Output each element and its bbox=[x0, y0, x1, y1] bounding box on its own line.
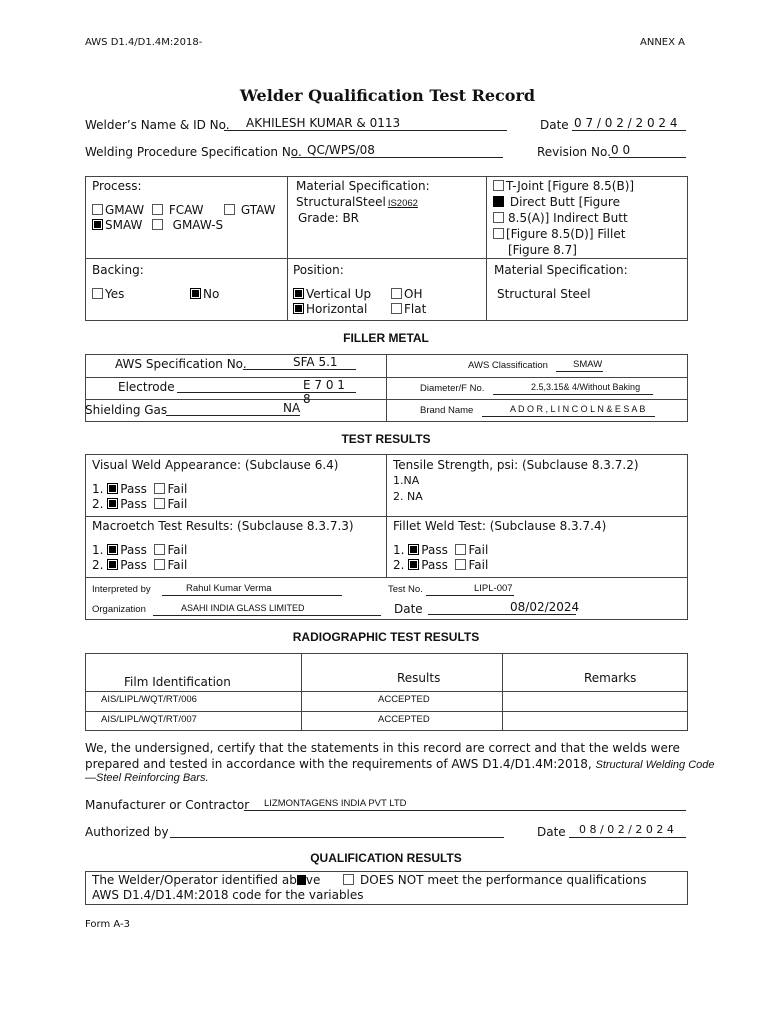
checkbox-checked[interactable] bbox=[92, 219, 103, 230]
authorized-label: Authorized by bbox=[85, 825, 169, 839]
welder-date-value: 0 7 / 0 2 / 2 0 2 4 bbox=[574, 116, 678, 130]
col-remarks: Remarks bbox=[584, 671, 637, 685]
checkbox[interactable] bbox=[455, 559, 466, 570]
certify-line-2: prepared and tested in accordance with the requirements of AWS D1.4/D1.4M:2018, Structural Welding Code bbox=[85, 757, 715, 771]
diameter-field[interactable] bbox=[493, 382, 653, 395]
welder-name-field[interactable] bbox=[224, 116, 507, 131]
brand-field[interactable] bbox=[482, 404, 655, 417]
checkbox[interactable] bbox=[493, 228, 504, 239]
shielding-gas-value: NA bbox=[283, 401, 301, 415]
joint-indirect-checkbox[interactable] bbox=[493, 211, 506, 225]
checkbox[interactable] bbox=[152, 204, 163, 215]
divider bbox=[85, 258, 688, 259]
checkbox[interactable] bbox=[493, 212, 504, 223]
joint-fillet[interactable]: [Figure 8.5(D)] Fillet bbox=[493, 227, 625, 241]
table-row-film: AIS/LIPL/WQT/RT/006 bbox=[101, 694, 197, 705]
col-results: Results bbox=[397, 671, 441, 685]
joint-direct-butt[interactable]: Direct Butt [Figure bbox=[493, 195, 620, 209]
aws-class-field[interactable] bbox=[556, 359, 603, 372]
qualification-heading: QUALIFICATION RESULTS bbox=[310, 851, 462, 865]
authorized-date-label: Date bbox=[537, 825, 566, 839]
position-oh[interactable]: OH bbox=[391, 287, 422, 301]
test-no-value: LIPL-007 bbox=[474, 583, 513, 594]
checkbox-checked[interactable] bbox=[107, 544, 118, 555]
joint-fillet-cont: [Figure 8.7] bbox=[508, 243, 577, 257]
checkbox-checked[interactable] bbox=[107, 483, 118, 494]
table-row-result: ACCEPTED bbox=[378, 714, 430, 725]
wps-label: Welding Procedure Specification No. bbox=[85, 145, 302, 159]
divider bbox=[301, 653, 302, 731]
aws-class-value: SMAW bbox=[573, 359, 603, 370]
certify-line-1: We, the undersigned, certify that the statements in this record are correct and that the welds were bbox=[85, 741, 680, 755]
fillet-result-2[interactable]: 2. Pass Fail bbox=[393, 558, 489, 572]
checkbox-checked[interactable] bbox=[107, 498, 118, 509]
fillet-weld-label: Fillet Weld Test: (Subclause 8.3.7.4) bbox=[393, 519, 607, 533]
page-title: Welder Qualification Test Record bbox=[239, 86, 536, 105]
qualification-line-2: AWS D1.4/D1.4M:2018 code for the variables bbox=[92, 888, 364, 902]
aws-spec-field[interactable] bbox=[243, 355, 356, 370]
divider bbox=[502, 653, 503, 731]
material2-value: Structural Steel bbox=[497, 287, 591, 301]
checkbox[interactable] bbox=[152, 219, 163, 230]
checkbox-checked[interactable] bbox=[107, 559, 118, 570]
visual-result-2[interactable]: 2. Pass Fail bbox=[92, 497, 188, 511]
process-smaw[interactable]: SMAW bbox=[92, 218, 142, 232]
col-film-identification: Film Identification bbox=[124, 675, 231, 689]
backing-no[interactable]: No bbox=[190, 287, 219, 301]
position-flat[interactable]: Flat bbox=[391, 302, 426, 316]
checkbox[interactable] bbox=[455, 544, 466, 555]
test-date-value: 08/02/2024 bbox=[510, 600, 580, 614]
authorized-field[interactable] bbox=[170, 823, 504, 838]
test-no-field[interactable] bbox=[426, 583, 514, 596]
process-fcaw[interactable]: FCAW bbox=[152, 203, 204, 217]
checkbox[interactable] bbox=[343, 874, 354, 885]
revision-label: Revision No. bbox=[537, 145, 611, 159]
organization-label: Organization bbox=[92, 604, 146, 615]
brand-value: A D O R , L I N C O L N & E S A B bbox=[510, 404, 646, 414]
organization-field[interactable] bbox=[153, 603, 381, 616]
brand-label: Brand Name bbox=[420, 405, 474, 416]
interpreted-value: Rahul Kumar Verma bbox=[186, 583, 272, 594]
checkbox[interactable] bbox=[391, 303, 402, 314]
tensile-label: Tensile Strength, psi: (Subclause 8.3.7.2) bbox=[393, 458, 639, 472]
checkbox[interactable] bbox=[154, 559, 165, 570]
header-left: AWS D1.4/D1.4M:2018- bbox=[85, 37, 203, 48]
visual-result-1[interactable]: 1. Pass Fail bbox=[92, 482, 188, 496]
diameter-value: 2.5,3.15& 4/Without Baking bbox=[531, 382, 641, 392]
test-date-label: Date bbox=[394, 602, 423, 616]
welder-date-field[interactable] bbox=[572, 116, 686, 131]
divider bbox=[486, 176, 487, 321]
divider bbox=[386, 354, 387, 422]
aws-class-label: AWS Classification bbox=[468, 360, 548, 371]
fillet-result-1[interactable]: 1. Pass Fail bbox=[393, 543, 489, 557]
divider bbox=[85, 577, 688, 578]
material-grade: Grade: BR bbox=[298, 211, 360, 225]
position-horizontal[interactable]: Horizontal bbox=[293, 302, 367, 316]
checkbox[interactable] bbox=[154, 544, 165, 555]
test-no-label: Test No. bbox=[388, 584, 423, 595]
macroetch-result-1[interactable]: 1. Pass Fail bbox=[92, 543, 188, 557]
material-value: StructuralSteel IS2062 bbox=[296, 195, 418, 209]
divider bbox=[287, 176, 288, 321]
divider bbox=[85, 691, 688, 692]
position-label: Position: bbox=[293, 263, 344, 277]
visual-label: Visual Weld Appearance: (Subclause 6.4) bbox=[92, 458, 339, 472]
table-row-result: ACCEPTED bbox=[378, 694, 430, 705]
checkbox[interactable] bbox=[92, 288, 103, 299]
interpreted-field[interactable] bbox=[162, 583, 342, 596]
joint-direct-butt-cont: 8.5(A)] Indirect Butt bbox=[508, 211, 628, 225]
wps-field[interactable] bbox=[291, 143, 503, 158]
test-date-field[interactable] bbox=[428, 600, 580, 615]
macroetch-label: Macroetch Test Results: (Subclause 8.3.7.3) bbox=[92, 519, 354, 533]
checkbox-checked[interactable] bbox=[493, 196, 504, 207]
electrode-field[interactable] bbox=[177, 378, 356, 406]
checkbox[interactable] bbox=[391, 288, 402, 299]
checkbox-checked[interactable] bbox=[297, 875, 306, 885]
material-label: Material Specification: bbox=[296, 179, 430, 193]
material2-label: Material Specification: bbox=[494, 263, 628, 277]
position-vertical[interactable]: Vertical Up bbox=[293, 287, 371, 301]
authorized-date-value: 0 8 / 0 2 / 2 0 2 4 bbox=[579, 823, 674, 836]
divider bbox=[386, 454, 387, 577]
process-gtaw[interactable]: GTAW bbox=[224, 203, 276, 217]
certify-line-3: —Steel Reinforcing Bars. bbox=[85, 772, 209, 784]
shielding-gas-field[interactable] bbox=[166, 401, 300, 416]
test-results-heading: TEST RESULTS bbox=[341, 432, 431, 446]
joint-tjoint[interactable]: T-Joint [Figure 8.5(B)] bbox=[493, 179, 634, 193]
tensile-value-1: 1.NA bbox=[393, 474, 420, 487]
process-label: Process: bbox=[92, 179, 142, 193]
checkbox[interactable] bbox=[154, 498, 165, 509]
process-gmaws[interactable]: GMAW-S bbox=[152, 218, 223, 232]
process-gmaw[interactable]: GMAW bbox=[92, 203, 144, 217]
welder-name-value: AKHILESH KUMAR & 0113 bbox=[246, 116, 401, 130]
checkbox[interactable] bbox=[154, 483, 165, 494]
manufacturer-field[interactable] bbox=[244, 798, 686, 811]
qualification-line-1: The Welder/Operator identified ab ve DOES NOT meet the performance qualifications bbox=[92, 873, 647, 887]
interpreted-label: Interpreted by bbox=[92, 584, 151, 595]
revision-value: 0 0 bbox=[611, 143, 631, 157]
divider bbox=[85, 711, 688, 712]
revision-field[interactable] bbox=[609, 143, 686, 158]
organization-value: ASAHI INDIA GLASS LIMITED bbox=[181, 603, 305, 613]
header-right: ANNEX A bbox=[640, 37, 685, 48]
table-row-film: AIS/LIPL/WQT/RT/007 bbox=[101, 714, 197, 725]
shielding-gas-label: Shielding Gas bbox=[85, 403, 168, 417]
checkbox[interactable] bbox=[92, 204, 103, 215]
filler-heading: FILLER METAL bbox=[343, 331, 429, 345]
authorized-date-field[interactable] bbox=[569, 823, 686, 838]
checkbox[interactable] bbox=[224, 204, 235, 215]
electrode-label: Electrode bbox=[118, 380, 175, 394]
tensile-value-2: 2. NA bbox=[393, 490, 423, 503]
manufacturer-label: Manufacturer or Contractor bbox=[85, 798, 250, 812]
checkbox-checked[interactable] bbox=[408, 544, 419, 555]
backing-yes[interactable]: Yes bbox=[92, 287, 124, 301]
checkbox-checked[interactable] bbox=[293, 303, 304, 314]
electrode-value: E 7 0 1 8 bbox=[303, 378, 345, 406]
checkbox[interactable] bbox=[493, 180, 504, 191]
diameter-label: Diameter/F No. bbox=[420, 383, 485, 394]
form-number: Form A-3 bbox=[85, 919, 130, 930]
macroetch-result-2[interactable]: 2. Pass Fail bbox=[92, 558, 188, 572]
checkbox-checked[interactable] bbox=[293, 288, 304, 299]
checkbox-checked[interactable] bbox=[408, 559, 419, 570]
checkbox-checked[interactable] bbox=[190, 288, 201, 299]
aws-spec-label: AWS Specification No. bbox=[115, 357, 247, 371]
aws-spec-value: SFA 5.1 bbox=[293, 355, 338, 369]
welder-name-label: Welder’s Name & ID No. bbox=[85, 118, 230, 132]
backing-label: Backing: bbox=[92, 263, 144, 277]
welder-date-label: Date bbox=[540, 118, 569, 132]
wps-value: QC/WPS/08 bbox=[307, 143, 375, 157]
manufacturer-value: LIZMONTAGENS INDIA PVT LTD bbox=[264, 798, 407, 809]
radiographic-heading: RADIOGRAPHIC TEST RESULTS bbox=[292, 630, 480, 644]
